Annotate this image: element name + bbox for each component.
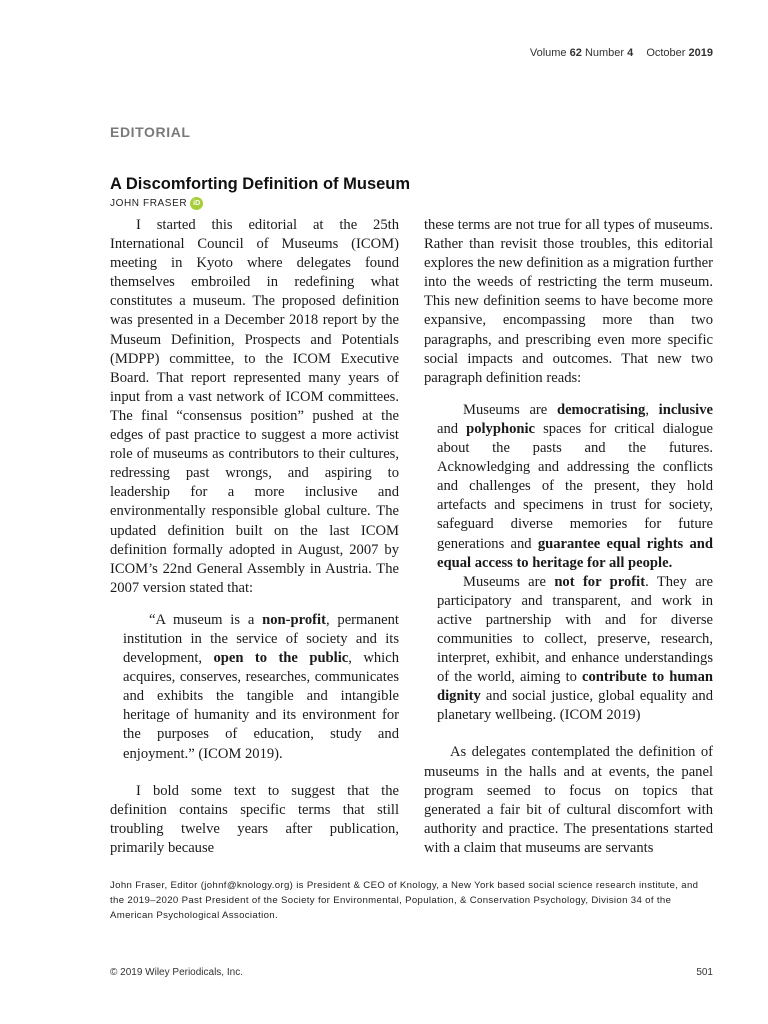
right-column — [424, 216, 713, 858]
new-definition-quote — [437, 401, 713, 726]
author-line — [110, 197, 203, 210]
page-number: 501 — [696, 967, 713, 978]
issue-info — [530, 47, 713, 59]
issue-month: October — [646, 47, 686, 59]
bold-non-profit: non-profit — [262, 611, 326, 628]
number-label: Number — [584, 47, 625, 59]
left-paragraph-2: I bold some text to suggest that the definition contains specific terms that still troubling twelve years after publication, primarily because — [110, 782, 399, 856]
section-label: EDITORIAL — [110, 124, 191, 140]
bold-open-to-public: open to the public — [213, 650, 349, 667]
left-paragraph-1: I started this editorial at the 25th International Council of Museums (ICOM) meeting in Kyoto where delegates found themselves embroiled in redefining what constitutes a museum. The proposed definition was presented in a December 2018 report by the Museum Definition, Prospects and Potentials (MDPP) committee, to the ICOM Executive Board. That report represented many years of input from a vast network of ICOM committees. The final “consensus position” pushed at the edges of past practice to suggest a more activist role of museums as contributors to their cultures, redressing past wrongs, and aspiring to leadership for a more inclusive and environmentally responsible global culture. The updated definition built on the last ICOM definition formally adopted in August, 2007 by ICOM’s 22nd General Assembly in Austria. The 2007 version stated that: — [110, 217, 399, 596]
new-definition-paragraph-2: Museums are not for profit. They are participatory and transparent, and work in active partnership with and for diverse communities to collect, preserve, research, interpret, exhibit, and enhance understandings of the world, aiming to contribute to human dignity and social justice, global equality and planetary wellbeing. (ICOM 2019) — [437, 573, 714, 724]
issue-year: 2019 — [688, 47, 713, 59]
volume-label: Volume — [529, 47, 567, 59]
right-paragraph-2: As delegates contemplated the definition of museums in the halls and at events, the panel program seemed to focus on topics that generated a fair bit of cultural discomfort with authority and practice. The presentations started with a claim that museums are servants — [424, 744, 713, 856]
new-definition-paragraph-1: Museums are democratising, inclusive and polyphonic spaces for critical dialogue about the pasts and the futures. Acknowledging and addressing the conflicts and challenges of the present, they hold artefacts and specimens in trust for society, safeguard diverse memories for future generations and guarantee equal rights and equal access to heritage for all people. — [437, 401, 714, 571]
author-name: JOHN FRASER — [110, 198, 188, 209]
volume-number: 62 — [569, 47, 582, 59]
left-column — [110, 216, 399, 858]
copyright: © 2019 Wiley Periodicals, Inc. — [110, 967, 243, 978]
right-paragraph-1: these terms are not true for all types of museums. Rather than revisit those troubles, this editorial explores the new definition as a migration further into the weeds of restricting the term museum. This new definition seems to have become more expansive, encompassing more than two paragraphs, and prescribing even more specific social impacts and outcomes. That new two paragraph definition reads: — [424, 217, 713, 386]
article-title: A Discomforting Definition of Museum — [110, 175, 411, 193]
orcid-icon[interactable]: iD — [190, 197, 203, 210]
author-footnote: John Fraser, Editor (johnf@knology.org) is President & CEO of Knology, a New York based social science research institute, and the 2019–2020 Past President of the Society for Environmental, Population, & Conservation Psychology, Division 34 of the American Psychological Association. — [110, 880, 699, 921]
issue-number: 4 — [627, 47, 634, 59]
definition-2007-quote: “A museum is a non-profit, permanent institution in the service of society and its development, open to the public, which acquires, conserves, researches, communicates and exhibits the tangible and intangible heritage of humanity and its environment for the purposes of education, study and enjoyment.” (ICOM 2019). — [123, 611, 399, 762]
